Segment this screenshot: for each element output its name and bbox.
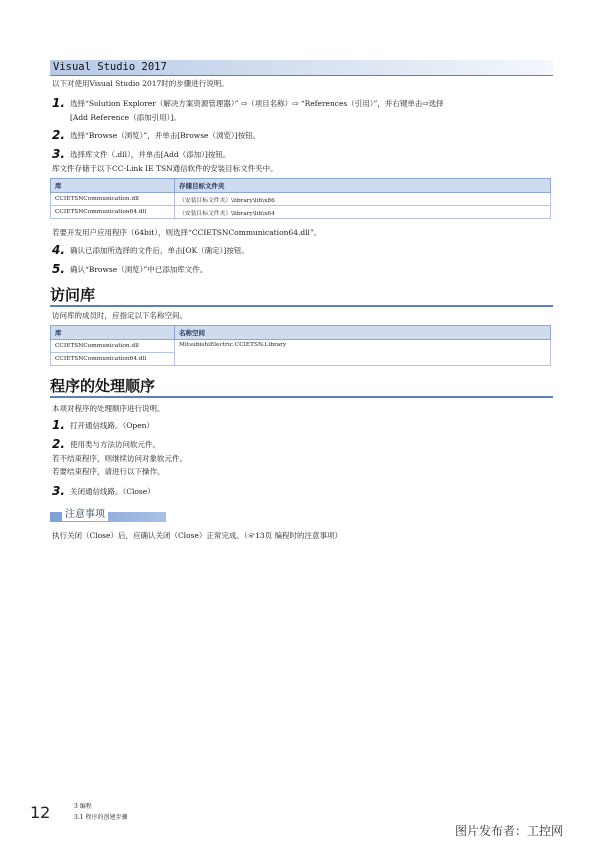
- library-folder-table: [50, 178, 551, 219]
- namespace-table: [50, 325, 551, 366]
- notes-text: 执行关闭（Close）后，应确认关闭（Close）正常完成。（☞13页 编程时的注意事项）: [52, 531, 343, 540]
- step-number-5: 5.: [52, 262, 65, 276]
- footer-chapter: 3 编程: [74, 803, 92, 810]
- note-64bit: 若要开发用户应用程序（64bit），则选择“CCIETSNCommunication64.dll”。: [52, 228, 322, 237]
- step-number-3: 3.: [52, 147, 65, 161]
- step-close-text: 关闭通信线路。（Close）: [70, 487, 155, 496]
- table-cell: （安装目标文件夹）\library\lib\x86: [175, 193, 551, 206]
- section-title: Visual Studio 2017: [53, 61, 167, 73]
- step-1-text-cont: [Add Reference（添加引用）]。: [70, 113, 181, 122]
- step-access-text: 使用类与方法访问软元件。: [70, 440, 160, 449]
- storage-note: 库文件存储于以下CC-Link IE TSN通信软件的安装目标文件夹中。: [52, 164, 278, 173]
- step-number-4: 4.: [52, 243, 65, 257]
- table-cell: CCIETSNCommunication64.dll: [51, 206, 175, 219]
- section-intro: 以下对使用Visual Studio 2017时的步骤进行说明。: [52, 79, 229, 88]
- table-header: 库: [51, 326, 175, 340]
- section-title-processing-order: 程序的处理顺序: [50, 377, 156, 395]
- table-header-row: [51, 179, 551, 193]
- watermark-text: 图片发布者：工控网: [455, 824, 564, 838]
- table-header: 存储目标文件夹: [175, 179, 551, 193]
- continue-note: 若不结束程序，则继续访问对象软元件。: [52, 454, 187, 463]
- step-4-text: 确认已添加所选择的文件后，单击[OK（确定）]按钮。: [70, 246, 249, 255]
- section-divider: [50, 305, 553, 307]
- step-1-text: 选择“Solution Explorer（解决方案资源管理器）” ⇨（项目名称）⇨ “References（引用）”，并右键单击⇨选择: [70, 99, 444, 108]
- table-header-row: [51, 326, 551, 340]
- table-cell: CCIETSNCommunication64.dll: [51, 353, 175, 366]
- notes-label: 注意事项: [62, 509, 108, 521]
- section-divider: [50, 396, 553, 398]
- table-cell: CCIETSNCommunication.dll: [51, 340, 175, 353]
- step-3-text: 选择库文件（.dll），并单击[Add（添加）]按钮。: [70, 150, 231, 159]
- table-cell: （安装目标文件夹）\library\lib\x64: [175, 206, 551, 219]
- step-5-text: 确认“Browse（浏览）”中已添加库文件。: [70, 265, 208, 274]
- step-number-2: 2.: [52, 128, 65, 142]
- table-cell: CCIETSNCommunication.dll: [51, 193, 175, 206]
- end-note: 若要结束程序，请进行以下操作。: [52, 467, 165, 476]
- table-row: [51, 340, 551, 353]
- step-open-text: 打开通信线路。（Open）: [70, 421, 154, 430]
- footer-subchapter: 3.1 程序的创建步骤: [74, 814, 128, 821]
- table-header: 库: [51, 179, 175, 193]
- step-number-1: 1.: [52, 418, 65, 432]
- step-2-text: 选择“Browse（浏览）”，并单击[Browse（浏览）]按钮。: [70, 131, 261, 140]
- table-header: 名称空间: [175, 326, 551, 340]
- section-title-access-library: 访问库: [50, 286, 96, 304]
- table-row: [51, 193, 551, 206]
- step-number-3: 3.: [52, 484, 65, 498]
- table-row: [51, 206, 551, 219]
- step-number-1: 1.: [52, 96, 65, 110]
- table-cell: MitsubishiElectric.CCIETSN.Library: [175, 340, 551, 366]
- step-number-2: 2.: [52, 437, 65, 451]
- section-header-visual-studio: [50, 60, 553, 76]
- section-intro: 访问库的成员时，应指定以下名称空间。: [52, 311, 187, 320]
- page-number: 12: [30, 803, 51, 822]
- section-intro: 本项对程序的处理顺序进行说明。: [52, 404, 165, 413]
